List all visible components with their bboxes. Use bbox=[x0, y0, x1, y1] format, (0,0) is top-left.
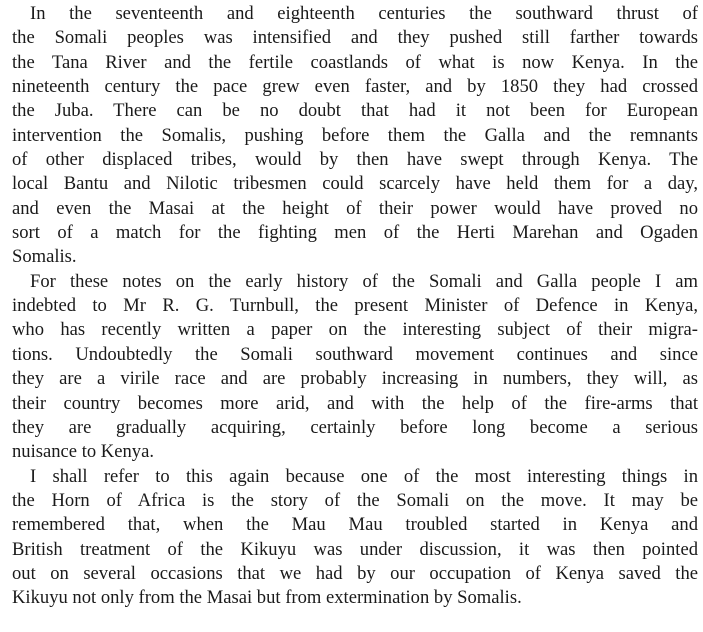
text-line: the Juba. There can be no doubt that had it not been for European bbox=[12, 100, 698, 122]
text-line: out on several occasions that we had by our occupation of Kenya saved the bbox=[12, 562, 698, 584]
text-line: of other displaced tribes, would by then have swept through Kenya. The bbox=[12, 149, 698, 171]
text-line: indebted to Mr R. G. Turnbull, the present Minister of Defence in Kenya, bbox=[12, 295, 698, 317]
text-line: who has recently written a paper on the interesting subject of their migra- bbox=[12, 319, 698, 341]
text-line: the Somali peoples was intensified and they pushed still farther towards bbox=[12, 27, 698, 49]
text-line: I shall refer to this again because one of the most interesting things in bbox=[30, 465, 698, 487]
text-line: nineteenth century the pace grew even faster, and by 1850 they had crossed bbox=[12, 76, 698, 98]
paragraph-2 bbox=[12, 270, 698, 465]
text-line: the Tana River and the fertile coastlands of what is now Kenya. In the bbox=[12, 51, 698, 73]
text-line: British treatment of the Kikuyu was under discussion, it was then pointed bbox=[12, 538, 698, 560]
text-line: tions. Undoubtedly the Somali southward movement continues and since bbox=[12, 343, 698, 365]
paragraph-3 bbox=[12, 465, 698, 611]
text-line: the Horn of Africa is the story of the Somali on the move. It may be bbox=[12, 489, 698, 511]
text-line: In the seventeenth and eighteenth centuries the southward thrust of bbox=[30, 3, 698, 24]
text-line: intervention the Somalis, pushing before them the Galla and the remnants bbox=[12, 124, 698, 146]
text-line: Kikuyu not only from the Masai but from extermination by Somalis. bbox=[12, 587, 522, 609]
text-line: sort of a match for the fighting men of the Herti Marehan and Ogaden bbox=[12, 222, 698, 244]
document-page bbox=[12, 2, 698, 611]
text-line: Somalis. bbox=[12, 246, 77, 268]
text-line: they are gradually acquiring, certainly before long become a serious bbox=[12, 416, 698, 438]
text-line: nuisance to Kenya. bbox=[12, 441, 154, 463]
text-line: they are a virile race and are probably increasing in numbers, they will, as bbox=[12, 368, 698, 390]
text-line: their country becomes more arid, and with the help of the fire-arms that bbox=[12, 392, 698, 414]
text-line: local Bantu and Nilotic tribesmen could scarcely have held them for a day, bbox=[12, 173, 698, 195]
paragraph-1 bbox=[12, 2, 698, 270]
text-line: For these notes on the early history of the Somali and Galla people I am bbox=[30, 270, 698, 292]
text-line: and even the Masai at the height of their power would have proved no bbox=[12, 197, 698, 219]
text-line: remembered that, when the Mau Mau troubled started in Kenya and bbox=[12, 514, 698, 536]
